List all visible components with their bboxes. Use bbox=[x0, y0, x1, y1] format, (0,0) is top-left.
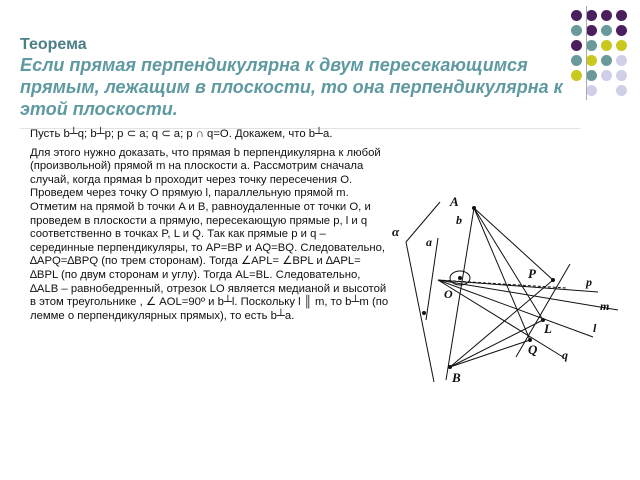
transversal-PLQ bbox=[516, 264, 570, 357]
figure-label-alpha: α bbox=[392, 224, 400, 239]
figure-label-q: q bbox=[562, 348, 568, 362]
figure-label-P: P bbox=[528, 266, 536, 281]
decorative-dot bbox=[586, 55, 597, 66]
decorative-dot bbox=[586, 40, 597, 51]
point-P bbox=[551, 278, 555, 282]
point-extra bbox=[422, 311, 426, 315]
figure-label-b: b bbox=[456, 213, 462, 227]
segment-AQ bbox=[474, 208, 530, 340]
decorative-dot bbox=[571, 40, 582, 51]
point-B bbox=[448, 365, 452, 369]
decorative-dot bbox=[616, 25, 627, 36]
line-l bbox=[438, 280, 593, 337]
decorative-dot bbox=[586, 85, 597, 96]
proof-text bbox=[30, 128, 390, 328]
geometry-figure bbox=[388, 192, 628, 392]
decorative-dot bbox=[586, 10, 597, 21]
segment-AL bbox=[474, 208, 543, 320]
proof-paragraph-given: Пусть b┴q; b┴p; p ⊂ a; q ⊂ a; p ∩ q=O. Докажем, что b┴a. bbox=[30, 128, 333, 140]
figure-label-B: B bbox=[452, 370, 461, 385]
decorative-dot bbox=[616, 10, 627, 21]
figure-label-l: l bbox=[593, 321, 597, 335]
decorative-dot bbox=[601, 10, 612, 21]
plane-edge bbox=[406, 242, 434, 382]
decorative-vertical-line bbox=[586, 6, 587, 100]
figure-label-a: a bbox=[426, 235, 432, 249]
figure-label-O: O bbox=[444, 287, 453, 301]
decorative-dot bbox=[586, 25, 597, 36]
figure-label-m: m bbox=[600, 299, 610, 313]
figure-label-p: p bbox=[586, 275, 592, 289]
decorative-dot bbox=[616, 70, 627, 81]
decorative-dot bbox=[616, 85, 627, 96]
figure-label-A: A bbox=[450, 194, 459, 209]
decorative-dot bbox=[616, 40, 627, 51]
segment-AP bbox=[474, 208, 553, 280]
point-A bbox=[472, 206, 476, 210]
theorem-statement: Если прямая перпендикулярна к двум пересекающимся прямым, лежащим в плоскости, то она перпендикулярна к этой плоскости. bbox=[20, 55, 563, 119]
line-a bbox=[426, 238, 438, 320]
decorative-dot bbox=[601, 40, 612, 51]
figure-label-L: L bbox=[544, 321, 552, 336]
point-O bbox=[458, 276, 462, 280]
decorative-dot bbox=[601, 25, 612, 36]
plane-edge bbox=[406, 202, 440, 242]
decorative-dot bbox=[601, 70, 612, 81]
decorative-dot bbox=[586, 70, 597, 81]
line-p bbox=[438, 280, 598, 292]
segment-BP bbox=[450, 280, 553, 367]
proof-paragraph-main: Для этого нужно доказать, что прямая b перпендикулярна к любой (произвольной) прямой m на плоскости a. Рассмотрим сначала случай, когда прямая b проходит через точку пересечения O. Проведем через точку O прямую l, параллельную прямой m. Отметим на прямой b точки A и B, равноудаленные от точки O, и проведем в плоскости a прямую, пересекающую прямые p, l и q соответственно в точках P, L и Q. Так как прямые p и q – серединные перпендикуляры, то AP=BP и AQ=BQ. Следовательно, ∆APQ=∆BPQ (по трем сторонам). Тогда ∠APL= ∠BPL и ∆APL= ∆BPL (по двум сторонам и углу). Тогда AL=BL. Следовательно, ∆ALB – равнобедренный, отрезок LO является медианой и высотой в этом треугольнике , ∠ AOL=90º и b┴l. Поскольку l ║ m, то b┴m (по лемме о перпендикулярных прямых), то есть b┴a. bbox=[30, 146, 389, 322]
slide-title: Теорема bbox=[20, 36, 87, 53]
decorative-dot bbox=[571, 10, 582, 21]
figure-label-Q: Q bbox=[528, 342, 538, 357]
decorative-dot bbox=[616, 55, 627, 66]
decorative-dot bbox=[571, 25, 582, 36]
decorative-dot bbox=[601, 55, 612, 66]
